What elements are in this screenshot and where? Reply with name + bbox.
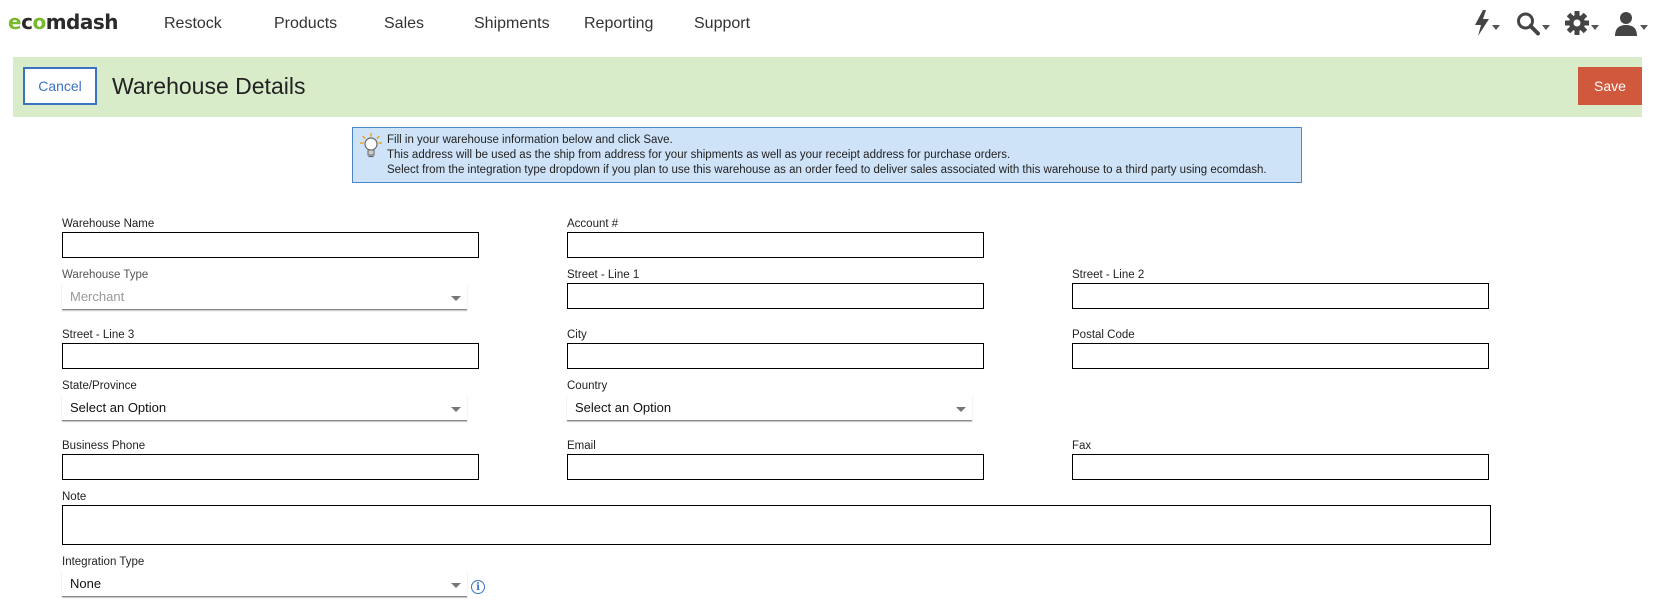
email-label: Email <box>567 440 596 452</box>
nav-support[interactable]: Support <box>694 15 751 32</box>
lightning-icon <box>1474 10 1490 36</box>
integration-type-value: None <box>70 576 102 591</box>
warehouse-type-select <box>62 284 467 310</box>
state-label: State/Province <box>62 380 137 392</box>
integration-type-label: Integration Type <box>62 556 145 568</box>
nav-sales[interactable]: Sales <box>384 15 425 32</box>
chevron-down-icon <box>956 407 966 412</box>
chevron-down-icon <box>451 296 461 301</box>
state-select[interactable] <box>62 395 467 421</box>
chevron-down-icon <box>1492 25 1500 30</box>
street1-input[interactable] <box>567 283 984 309</box>
chevron-down-icon <box>451 407 461 412</box>
nav-restock[interactable]: Restock <box>164 15 222 32</box>
info-line: This address will be used as the ship from address for your shipments as well as your receipt address for purchase orders. <box>387 149 1011 161</box>
business-phone-label: Business Phone <box>62 440 146 452</box>
street3-label: Street - Line 3 <box>62 329 135 341</box>
note-label: Note <box>62 491 87 503</box>
warehouse-type-value: Merchant <box>70 289 125 304</box>
city-input[interactable] <box>567 343 984 369</box>
email-input[interactable] <box>567 454 984 480</box>
nav-products[interactable]: Products <box>274 15 338 32</box>
business-phone-input[interactable] <box>62 454 479 480</box>
fax-label: Fax <box>1072 440 1092 452</box>
info-banner <box>352 127 1302 183</box>
account-label: Account # <box>567 218 619 230</box>
search-menu[interactable] <box>1516 6 1550 36</box>
postal-code-label: Postal Code <box>1072 329 1135 341</box>
cancel-button[interactable]: Cancel <box>23 67 97 105</box>
settings-menu[interactable] <box>1565 6 1599 36</box>
warehouse-name-input[interactable] <box>62 232 479 258</box>
nav-reporting[interactable]: Reporting <box>584 15 654 32</box>
warehouse-type-label: Warehouse Type <box>62 269 149 281</box>
search-icon <box>1516 10 1540 36</box>
street2-input[interactable] <box>1072 283 1489 309</box>
street1-label: Street - Line 1 <box>567 269 640 281</box>
info-icon[interactable]: i <box>471 580 485 594</box>
page-title: Warehouse Details <box>112 73 306 99</box>
chevron-down-icon <box>1542 25 1550 30</box>
warehouse-name-label: Warehouse Name <box>62 218 155 230</box>
lightning-menu[interactable] <box>1474 6 1500 36</box>
nav-shipments[interactable]: Shipments <box>474 15 550 32</box>
street3-input[interactable] <box>62 343 479 369</box>
chevron-down-icon <box>1591 25 1599 30</box>
top-nav <box>0 0 1655 48</box>
street2-label: Street - Line 2 <box>1072 269 1145 281</box>
postal-code-input[interactable] <box>1072 343 1489 369</box>
chevron-down-icon <box>451 583 461 588</box>
integration-type-select[interactable] <box>62 571 467 597</box>
fax-input[interactable] <box>1072 454 1489 480</box>
country-label: Country <box>567 380 608 392</box>
info-line: Fill in your warehouse information below and click Save. <box>387 134 673 146</box>
user-icon <box>1614 10 1638 36</box>
page-header <box>13 57 1642 117</box>
gear-icon <box>1565 10 1589 36</box>
country-value: Select an Option <box>575 400 672 415</box>
info-line: Select from the integration type dropdown if you plan to use this warehouse as an order feed to deliver sales associated with this warehouse to a third party using ecomdash. <box>387 164 1267 176</box>
account-input[interactable] <box>567 232 984 258</box>
save-button[interactable]: Save <box>1578 67 1642 105</box>
lightbulb-icon <box>360 133 382 159</box>
city-label: City <box>567 329 587 341</box>
country-select[interactable] <box>567 395 972 421</box>
user-menu[interactable] <box>1614 6 1648 36</box>
note-textarea[interactable] <box>62 505 1491 545</box>
state-value: Select an Option <box>70 400 167 415</box>
ecomdash-logo[interactable]: ecomdash <box>8 10 118 34</box>
chevron-down-icon <box>1640 25 1648 30</box>
